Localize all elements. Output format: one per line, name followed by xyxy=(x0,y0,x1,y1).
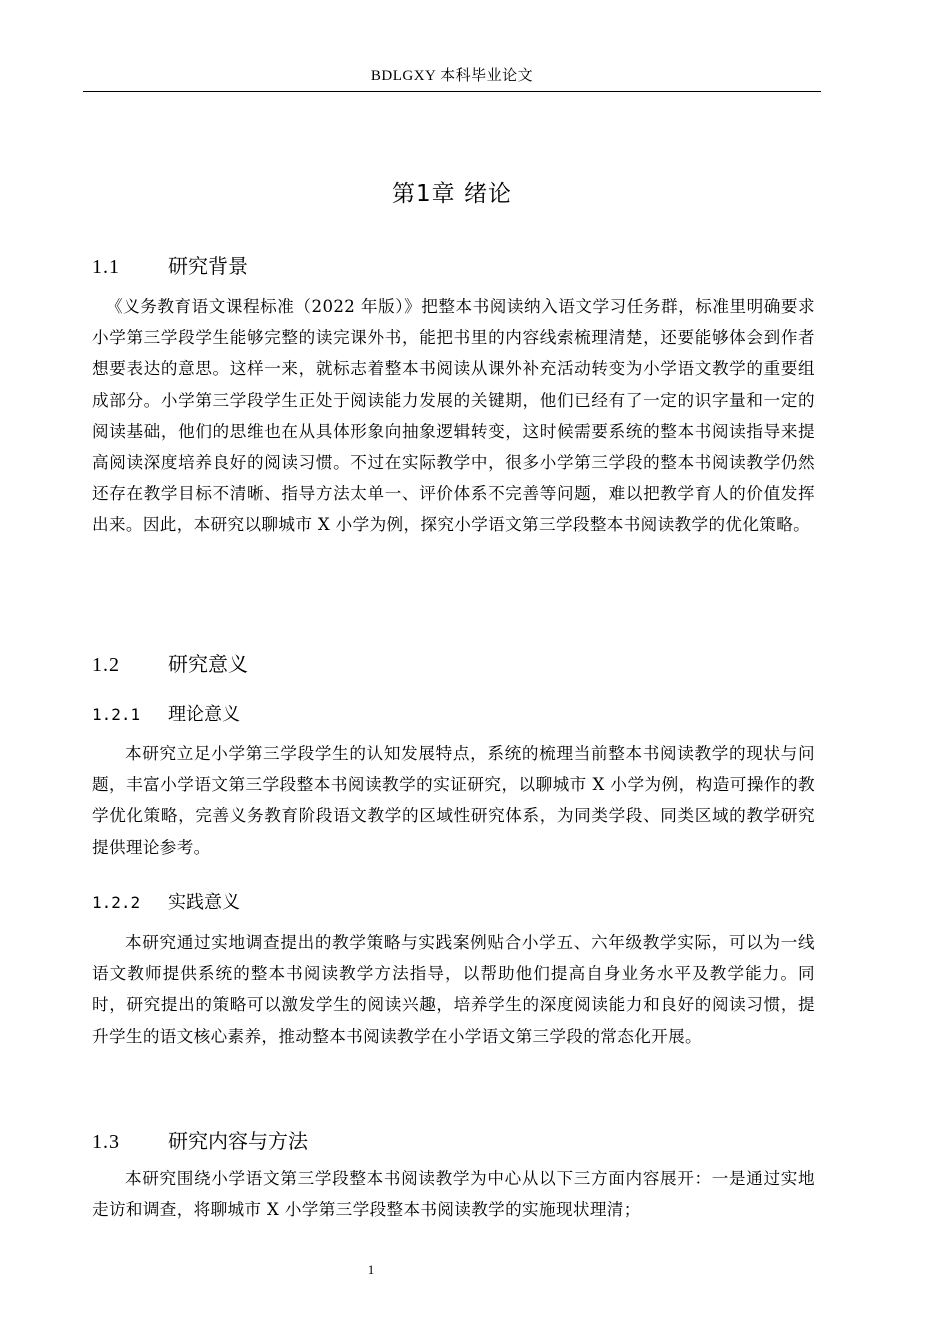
page-number: 1 xyxy=(367,1262,375,1277)
section-title: 研究背景 xyxy=(168,254,248,278)
section-heading-1-1 xyxy=(92,250,248,282)
subsection-title: 理论意义 xyxy=(168,704,240,725)
section-heading-1-3 xyxy=(92,1125,308,1157)
subsection-number: 1.2.2 xyxy=(92,893,141,912)
subsection-heading-1-2-1 xyxy=(92,701,240,729)
running-header: BDLGXY 本科毕业论文 xyxy=(370,68,534,84)
subsection-number: 1.2.1 xyxy=(92,705,141,724)
section-number: 1.2 xyxy=(92,654,120,676)
body-paragraph-practical-significance: 本研究通过实地调查提出的教学策略与实践案例贴合小学五、六年级教学实际，可以为一线语文教师提供系统的整本书阅读教学方法指导，以帮助他们提高自身业务水平及教学能力。同时，研究提出的策略可以激发学生的阅读兴趣，培养学生的深度阅读能力和良好的阅读习惯，提升学生的语文核心素养，推动整本书阅读教学在小学语文第三学段的常态化开展。 xyxy=(92,933,815,1046)
body-paragraph-research-content: 本研究围绕小学语文第三学段整本书阅读教学为中心从以下三方面内容展开：一是通过实地走访和调查，将聊城市 X 小学第三学段整本书阅读教学的实施现状理清； xyxy=(92,1169,815,1220)
section-number: 1.1 xyxy=(92,256,120,278)
subsection-title: 实践意义 xyxy=(168,892,240,913)
section-heading-1-2 xyxy=(92,648,248,680)
section-title: 研究内容与方法 xyxy=(168,1129,308,1153)
body-paragraph-research-background: 《义务教育语文课程标准（2022 年版）》把整本书阅读纳入语文学习任务群，标准里明确要求小学第三学段学生能够完整的读完课外书，能把书里的内容线索梳理清楚，还要能够体会到作者想要表达的意思。这样一来，就标志着整本书阅读从课外补充活动转变为小学语文教学的重要组成部分。小学第三学段学生正处于阅读能力发展的关键期，他们已经有了一定的识字量和一定的阅读基础，他们的思维也在从具体形象向抽象逻辑转变，这时候需要系统的整本书阅读指导来提高阅读深度培养良好的阅读习惯。不过在实际教学中，很多小学第三学段的整本书阅读教学仍然还存在教学目标不清晰、指导方法太单一、评价体系不完善等问题，难以把教学育人的价值发挥出来。因此，本研究以聊城市 X 小学为例，探究小学语文第三学段整本书阅读教学的优化策略。 xyxy=(92,297,815,535)
section-number: 1.3 xyxy=(92,1131,120,1153)
section-title: 研究意义 xyxy=(168,652,248,676)
chapter-title: 第1章 绪论 xyxy=(392,181,512,207)
body-paragraph-theoretical-significance: 本研究立足小学第三学段学生的认知发展特点，系统的梳理当前整本书阅读教学的现状与问题，丰富小学语文第三学段整本书阅读教学的实证研究，以聊城市 X 小学为例，构造可操作的教学优化策略，完善义务教育阶段语文教学的区域性研究体系，为同类学段、同类区域的教学研究提供理论参考。 xyxy=(92,744,815,857)
header-divider xyxy=(83,91,821,92)
subsection-heading-1-2-2 xyxy=(92,889,240,917)
